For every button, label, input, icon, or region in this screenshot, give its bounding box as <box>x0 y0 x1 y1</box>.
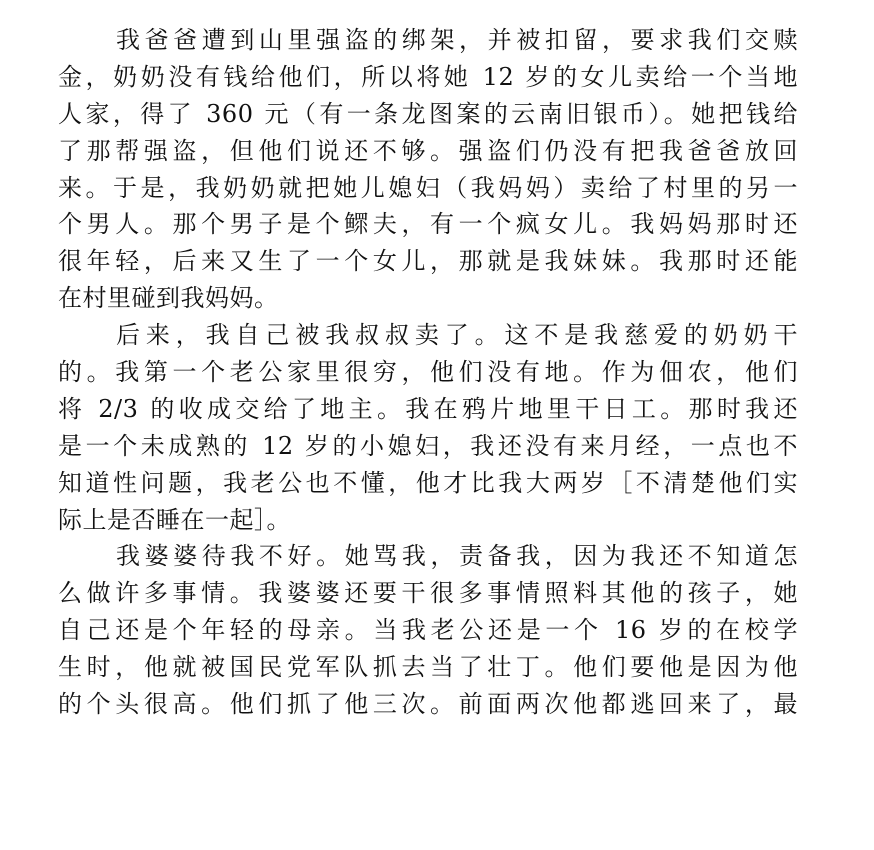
text-line: 知道性问题，我老公也不懂，他才比我大两岁［不清楚他们实 <box>58 468 798 497</box>
text-line: 金，奶奶没有钱给他们，所以将她 12 岁的女儿卖给一个当地 <box>58 62 798 91</box>
text-line: 的。我第一个老公家里很穷，他们没有地。作为佃农，他们 <box>58 358 798 387</box>
text-line: 的个头很高。他们抓了他三次。前面两次他都逃回来了，最 <box>58 690 798 719</box>
text-line: 在村里碰到我妈妈。 <box>58 284 279 313</box>
text-line: 来。于是，我奶奶就把她儿媳妇（我妈妈）卖给了村里的另一 <box>58 173 798 202</box>
text-line: 我爸爸遭到山里强盗的绑架，并被扣留，要求我们交赎 <box>116 26 798 54</box>
text-line: 生时，他就被国民党军队抓去当了壮丁。他们要他是因为他 <box>58 653 798 682</box>
text-line: 人家，得了 360 元（有一条龙图案的云南旧银币）。她把钱给 <box>58 99 798 128</box>
text-line: 将 2/3 的收成交给了地主。我在鸦片地里干日工。那时我还 <box>58 394 798 423</box>
paragraph <box>58 538 798 722</box>
text-line: 自己还是个年轻的母亲。当我老公还是一个 16 岁的在校学 <box>58 616 798 645</box>
text-line: 是一个未成熟的 12 岁的小媳妇，我还没有来月经，一点也不 <box>58 431 798 460</box>
paragraph <box>58 317 798 538</box>
paragraph <box>58 22 798 317</box>
text-line: 际上是否睡在一起］。 <box>58 505 291 534</box>
text-line: 个男人。那个男子是个鳏夫，有一个疯女儿。我妈妈那时还 <box>58 210 798 239</box>
document-page <box>58 22 798 723</box>
text-line: 么做许多事情。我婆婆还要干很多事情照料其他的孩子，她 <box>58 579 798 608</box>
text-line: 了那帮强盗，但他们说还不够。强盗们仍没有把我爸爸放回 <box>58 136 798 165</box>
text-line: 我婆婆待我不好。她骂我，责备我，因为我还不知道怎 <box>116 542 798 571</box>
text-line: 很年轻，后来又生了一个女儿，那就是我妹妹。我那时还能 <box>58 247 798 276</box>
text-line: 后来，我自己被我叔叔卖了。这不是我慈爱的奶奶干 <box>116 321 798 350</box>
